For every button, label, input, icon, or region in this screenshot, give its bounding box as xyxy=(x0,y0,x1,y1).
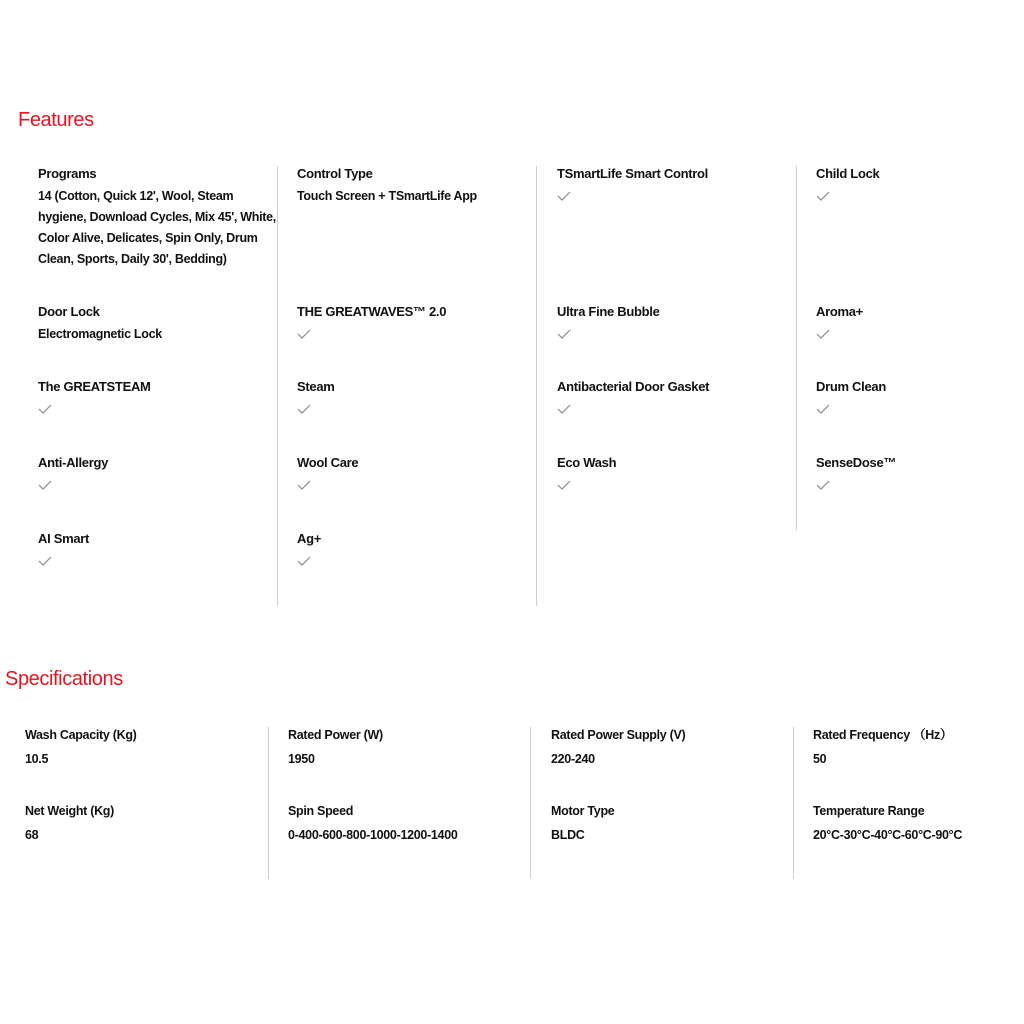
feature-ultra-fine-bubble xyxy=(557,304,660,340)
check-icon xyxy=(297,479,311,491)
spec-motor-type xyxy=(551,803,614,846)
spec-value: 20°C-30°C-40°C-60°C-90°C xyxy=(813,828,963,842)
features-divider-3 xyxy=(796,166,797,530)
feature-label: Anti-Allergy xyxy=(38,455,109,470)
check-icon xyxy=(297,403,311,415)
feature-label: Programs xyxy=(38,166,97,181)
spec-label: Wash Capacity (Kg) xyxy=(25,728,137,742)
feature-ag-plus xyxy=(297,531,321,567)
spec-rated-power-supply xyxy=(551,727,685,770)
check-icon xyxy=(816,403,830,415)
feature-sensedose xyxy=(816,455,896,491)
check-icon xyxy=(816,190,830,202)
feature-label: Ag+ xyxy=(297,531,322,546)
spec-value: 220-240 xyxy=(551,752,595,766)
specs-divider-1 xyxy=(268,727,269,879)
spec-spin-speed xyxy=(288,803,458,846)
feature-label: AI Smart xyxy=(38,531,90,546)
feature-value: Touch Screen + TSmartLife App xyxy=(297,189,477,203)
check-icon xyxy=(816,328,830,340)
spec-value: 50 xyxy=(813,752,827,766)
feature-value: 14 (Cotton, Quick 12', Wool, Steam hygiene, Download Cycles, Mix 45', White, Color Alive, Delicates, Spin Only, Drum Clean, Sports, Daily 30', Bedding) xyxy=(38,189,276,266)
feature-label: Aroma+ xyxy=(816,304,863,319)
feature-tsmartlife-smart-control xyxy=(557,166,708,202)
check-icon xyxy=(557,479,571,491)
feature-label: Wool Care xyxy=(297,455,359,470)
check-icon xyxy=(297,328,311,340)
spec-rated-power xyxy=(288,727,383,770)
feature-greatwaves xyxy=(297,304,446,340)
feature-antibacterial-door-gasket xyxy=(557,379,709,415)
spec-label: Net Weight (Kg) xyxy=(25,804,115,818)
specs-divider-3 xyxy=(793,727,794,879)
feature-value: Electromagnetic Lock xyxy=(38,327,162,341)
spec-label: Rated Power Supply (V) xyxy=(551,728,686,742)
feature-label: SenseDose™ xyxy=(816,455,897,470)
feature-control-type xyxy=(297,166,477,207)
features-title: Features xyxy=(18,109,94,131)
feature-label: The GREATSTEAM xyxy=(38,379,151,394)
feature-label: Child Lock xyxy=(816,166,880,181)
spec-value: BLDC xyxy=(551,828,585,842)
feature-label: Eco Wash xyxy=(557,455,617,470)
check-icon xyxy=(557,403,571,415)
specs-divider-2 xyxy=(530,727,531,879)
check-icon xyxy=(38,479,52,491)
feature-anti-allergy xyxy=(38,455,108,491)
feature-label: Antibacterial Door Gasket xyxy=(557,379,710,394)
feature-label: Steam xyxy=(297,379,335,394)
check-icon xyxy=(297,555,311,567)
feature-child-lock xyxy=(816,166,879,202)
check-icon xyxy=(557,190,571,202)
feature-wool-care xyxy=(297,455,358,491)
spec-label: Motor Type xyxy=(551,804,615,818)
feature-label: Drum Clean xyxy=(816,379,886,394)
spec-label: Rated Frequency （Hz） xyxy=(813,728,953,742)
feature-ai-smart xyxy=(38,531,89,567)
spec-label: Spin Speed xyxy=(288,804,354,818)
feature-steam xyxy=(297,379,335,415)
feature-label: Door Lock xyxy=(38,304,100,319)
feature-eco-wash xyxy=(557,455,616,491)
feature-drum-clean xyxy=(816,379,886,415)
feature-programs xyxy=(38,166,283,270)
feature-label: Ultra Fine Bubble xyxy=(557,304,660,319)
check-icon xyxy=(816,479,830,491)
check-icon xyxy=(38,403,52,415)
features-divider-2 xyxy=(536,166,537,606)
spec-value: 0-400-600-800-1000-1200-1400 xyxy=(288,828,458,842)
spec-wash-capacity xyxy=(25,727,137,770)
feature-door-lock xyxy=(38,304,162,345)
spec-value: 68 xyxy=(25,828,39,842)
feature-label: TSmartLife Smart Control xyxy=(557,166,708,181)
spec-rated-frequency xyxy=(813,727,952,770)
specifications-title: Specifications xyxy=(5,668,123,690)
spec-label: Rated Power (W) xyxy=(288,728,383,742)
spec-temperature-range xyxy=(813,803,962,846)
check-icon xyxy=(557,328,571,340)
spec-net-weight xyxy=(25,803,114,846)
feature-label: Control Type xyxy=(297,166,373,181)
feature-aroma xyxy=(816,304,863,340)
check-icon xyxy=(38,555,52,567)
spec-value: 1950 xyxy=(288,752,315,766)
feature-label: THE GREATWAVES™ 2.0 xyxy=(297,304,447,319)
feature-greatsteam xyxy=(38,379,151,415)
spec-label: Temperature Range xyxy=(813,804,925,818)
spec-value: 10.5 xyxy=(25,752,49,766)
